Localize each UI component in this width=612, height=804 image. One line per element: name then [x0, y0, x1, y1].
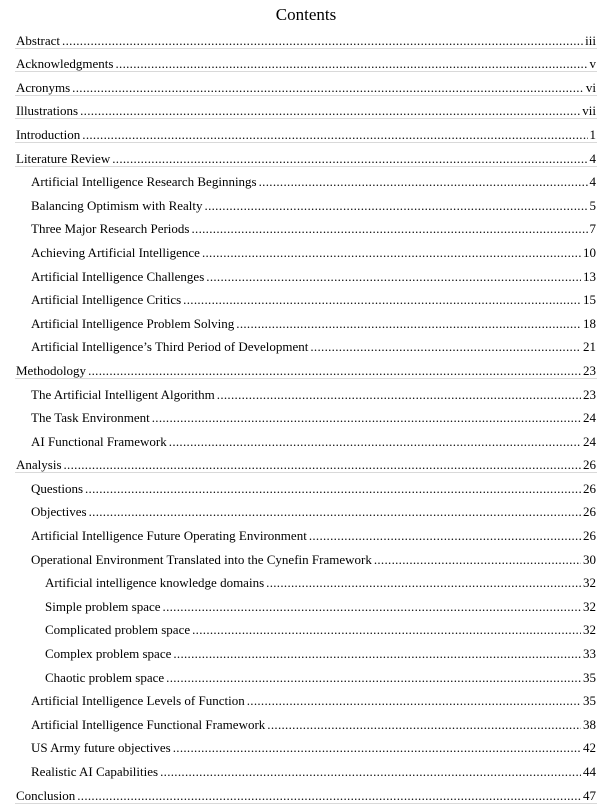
toc-entry[interactable] [0, 143, 612, 167]
dot-leader [192, 622, 581, 638]
toc-entry-label: Complicated problem space [45, 622, 191, 638]
dot-leader [267, 717, 581, 733]
dot-leader [72, 80, 584, 96]
dot-leader [80, 103, 580, 119]
toc-entry-page-number: 32 [583, 598, 596, 614]
toc-entry[interactable] [0, 190, 612, 214]
toc-entry-page-number: 18 [583, 315, 596, 331]
toc-entry-page-number: 1 [589, 126, 596, 142]
dot-leader [205, 198, 588, 214]
toc-entry-label: The Task Environment [31, 410, 150, 426]
toc-entry[interactable] [0, 25, 612, 49]
toc-entry-page-number: 26 [583, 457, 596, 473]
toc-entry-page-number: 30 [583, 551, 596, 567]
toc-entry-label: Conclusion [16, 787, 76, 803]
toc-entry-page-number: 35 [583, 693, 596, 709]
dot-leader [82, 127, 587, 143]
toc-entry-page-number: 23 [583, 386, 596, 402]
toc-entry-label: Simple problem space [45, 598, 161, 614]
dot-leader [310, 339, 581, 355]
toc-entry[interactable] [0, 426, 612, 450]
toc-entry-label: Illustrations [16, 103, 79, 119]
toc-entry-page-number: 26 [583, 480, 596, 496]
dot-leader [169, 434, 581, 450]
page-title: Contents [275, 5, 337, 24]
toc-entry-page-number: 4 [589, 174, 596, 190]
toc-entry-page-number: 26 [583, 528, 596, 544]
toc-entry[interactable] [0, 72, 612, 96]
toc-entry-label: Artificial Intelligence’s Third Period of Development [31, 339, 309, 355]
toc-entry[interactable] [0, 379, 612, 403]
dot-leader [152, 410, 581, 426]
dot-leader [160, 764, 581, 780]
toc-entry-label: Artificial Intelligence Functional Framework [31, 716, 266, 732]
dot-leader [62, 33, 583, 49]
toc-entry[interactable] [0, 285, 612, 309]
divider [15, 803, 597, 804]
toc-entry-page-number: 15 [583, 292, 596, 308]
dot-leader [85, 481, 581, 497]
toc-entry-label: Methodology [16, 362, 87, 378]
dot-leader [247, 693, 581, 709]
toc-entry-page-number: 4 [589, 150, 596, 166]
toc-entry-page-number: 13 [583, 268, 596, 284]
toc-entry-page-number: 47 [583, 787, 596, 803]
dot-leader [173, 740, 581, 756]
toc-entry-page-number: 23 [583, 362, 596, 378]
toc-entry-label: Artificial Intelligence Critics [31, 292, 182, 308]
toc-entry-label: The Artificial Intelligent Algorithm [31, 386, 215, 402]
toc-entry-label: US Army future objectives [31, 740, 171, 756]
toc-entry-label: Abstract [16, 32, 61, 48]
toc-entry-page-number: 32 [583, 622, 596, 638]
toc-entry-page-number: 35 [583, 669, 596, 685]
toc-entry-label: Realistic AI Capabilities [31, 764, 159, 779]
dot-leader [259, 174, 588, 190]
toc-entry-label: Artificial Intelligence Levels of Function [31, 693, 245, 709]
dot-leader [115, 56, 587, 72]
toc-entry-page-number: iii [585, 32, 596, 48]
table-of-contents [0, 25, 612, 804]
dot-leader [112, 151, 587, 167]
dot-leader [89, 504, 581, 520]
toc-entry-label: Complex problem space [45, 646, 172, 662]
toc-entry[interactable] [0, 780, 612, 804]
toc-entry-page-number: 21 [583, 339, 596, 355]
toc-entry[interactable] [0, 119, 612, 143]
dot-leader [374, 552, 581, 568]
dot-leader [217, 387, 581, 403]
toc-entry[interactable] [0, 544, 612, 568]
toc-entry[interactable] [0, 332, 612, 356]
toc-entry-label: AI Functional Framework [31, 433, 167, 449]
toc-entry-label: Artificial Intelligence Challenges [31, 268, 205, 284]
toc-entry[interactable] [0, 709, 612, 733]
toc-entry-page-number: 7 [589, 221, 596, 237]
dot-leader [206, 269, 581, 285]
toc-entry[interactable] [0, 261, 612, 285]
toc-entry-label: Operational Environment Translated into the Cynefin Framework [31, 551, 372, 567]
toc-entry-page-number: 42 [583, 740, 596, 756]
dot-leader [266, 575, 581, 591]
toc-entry-page-number: 10 [583, 244, 596, 260]
toc-entry-page-number: vii [582, 103, 596, 119]
toc-entry-label: Introduction [16, 126, 81, 142]
dot-leader [163, 599, 581, 615]
toc-entry[interactable] [0, 615, 612, 639]
toc-entry-page-number: vi [585, 79, 596, 95]
dot-leader [64, 457, 582, 473]
toc-entry-page-number: 32 [583, 575, 596, 591]
toc-entry[interactable] [0, 403, 612, 427]
toc-entry-page-number: 24 [583, 433, 596, 449]
toc-entry[interactable] [0, 568, 612, 592]
toc-entry-label: Artificial intelligence knowledge domains [45, 575, 265, 591]
toc-entry-label: Acronyms [16, 79, 71, 95]
toc-entry[interactable] [0, 308, 612, 332]
toc-entry[interactable] [0, 497, 612, 521]
toc-entry[interactable] [0, 638, 612, 662]
toc-entry-page-number: 5 [589, 197, 596, 213]
toc-entry-page-number: v [589, 56, 596, 72]
dot-leader [88, 363, 581, 379]
toc-entry[interactable] [0, 756, 612, 780]
dot-leader [309, 528, 581, 544]
toc-entry-label: Balancing Optimism with Realty [31, 197, 203, 213]
toc-entry[interactable] [0, 214, 612, 238]
toc-entry-label: Artificial Intelligence Problem Solving [31, 315, 235, 331]
toc-entry[interactable] [0, 96, 612, 120]
toc-entry-page-number: 38 [583, 716, 596, 732]
toc-entry-label: Three Major Research Periods [31, 221, 190, 237]
toc-entry-label: Analysis [16, 457, 62, 473]
dot-leader [166, 670, 581, 686]
toc-entry[interactable] [0, 473, 612, 497]
dot-leader [77, 788, 581, 804]
dot-leader [202, 245, 581, 261]
toc-entry-label: Objectives [31, 504, 87, 520]
toc-entry-label: Questions [31, 480, 83, 496]
toc-entry-label: Acknowledgments [16, 56, 114, 72]
toc-entry[interactable] [0, 49, 612, 73]
toc-entry-page-number: 26 [583, 504, 596, 520]
toc-entry-page-number: 33 [583, 646, 596, 662]
toc-entry-label: Artificial Intelligence Research Beginnings [31, 174, 257, 190]
toc-entry[interactable] [0, 662, 612, 686]
toc-entry[interactable] [0, 450, 612, 474]
toc-entry-page-number: 44 [583, 764, 596, 779]
toc-entry[interactable] [0, 733, 612, 757]
dot-leader [183, 292, 581, 308]
toc-entry[interactable] [0, 355, 612, 379]
dot-leader [236, 316, 581, 332]
toc-entry[interactable] [0, 167, 612, 191]
toc-entry[interactable] [0, 520, 612, 544]
dot-leader [173, 646, 581, 662]
dot-leader [191, 221, 587, 237]
toc-entry[interactable] [0, 686, 612, 710]
toc-entry-page-number: 24 [583, 410, 596, 426]
toc-entry-label: Artificial Intelligence Future Operating Environment [31, 528, 307, 544]
toc-entry[interactable] [0, 237, 612, 261]
toc-entry-label: Literature Review [16, 150, 111, 166]
toc-entry[interactable] [0, 591, 612, 615]
toc-entry-label: Achieving Artificial Intelligence [31, 244, 200, 260]
toc-entry-label: Chaotic problem space [45, 669, 165, 685]
